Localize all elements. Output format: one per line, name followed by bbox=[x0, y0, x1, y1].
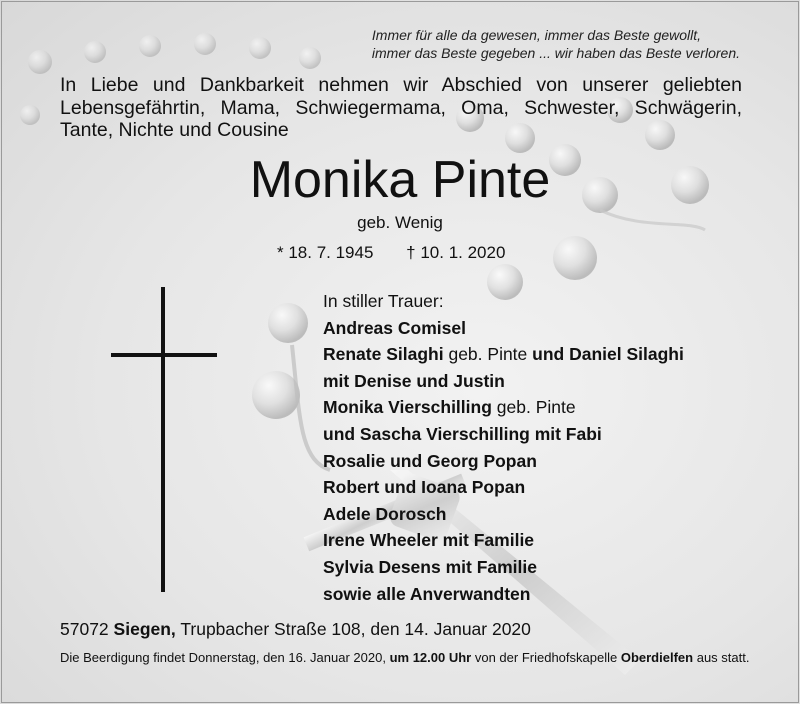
mourner-line: Sylvia Desens mit Familie bbox=[323, 556, 537, 577]
city: Siegen, bbox=[113, 619, 176, 639]
funeral-time: um 12.00 Uhr bbox=[389, 650, 472, 665]
death-date: † 10. 1. 2020 bbox=[406, 243, 506, 262]
funeral-text: Die Beerdigung findet Donnerstag, den 16. Januar 2020, bbox=[60, 650, 386, 665]
mourner-line: sowie alle Anverwandten bbox=[323, 583, 531, 604]
mourners-heading: In stiller Trauer: bbox=[323, 291, 444, 311]
funeral-text: von der Friedhofskapelle bbox=[474, 650, 618, 665]
intro-text: In Liebe und Dankbarkeit nehmen wir Abschied von unserer geliebten Lebensgefährtin, Mama, Schwiegermama, Oma, Schwester, Schwägerin, Tante, Nichte und Cousine bbox=[60, 74, 742, 141]
mourner-line: Irene Wheeler mit Familie bbox=[323, 530, 535, 551]
mourner-line: Robert und Ioana Popan bbox=[323, 477, 526, 498]
place-and-date bbox=[60, 618, 531, 640]
mourner-line: Renate Silaghi bbox=[323, 344, 444, 365]
mourner-line: und Sascha Vierschilling mit Fabi bbox=[323, 423, 602, 444]
birth-name: geb. Wenig bbox=[357, 213, 443, 232]
mourner-line: mit Denise und Justin bbox=[323, 370, 505, 391]
funeral-location: Oberdielfen bbox=[620, 650, 694, 665]
mourner-line: Rosalie und Georg Popan bbox=[323, 450, 537, 471]
funeral-text: aus statt. bbox=[696, 650, 750, 665]
life-dates bbox=[277, 242, 505, 264]
funeral-info bbox=[60, 649, 750, 667]
quote-line-2: immer das Beste gegeben ... wir haben das Beste verloren. bbox=[371, 45, 740, 61]
quote-line-1: Immer für alle da gewesen, immer das Beste gewollt, bbox=[371, 27, 702, 43]
mourner-line: Andreas Comisel bbox=[323, 317, 466, 338]
quote-block bbox=[372, 26, 740, 62]
mourners-list bbox=[323, 288, 753, 607]
postal-code: 57072 bbox=[60, 619, 109, 639]
mourner-birth-name: geb. Pinte bbox=[496, 397, 576, 418]
deceased-name: Monika Pinte bbox=[249, 151, 551, 209]
address-date: Trupbacher Straße 108, den 14. Januar 2020 bbox=[180, 619, 531, 639]
mourner-line: Monika Vierschilling bbox=[323, 397, 492, 418]
birth-date: * 18. 7. 1945 bbox=[277, 243, 374, 262]
mourner-line: Adele Dorosch bbox=[323, 503, 447, 524]
cross-icon bbox=[161, 287, 165, 592]
mourner-line: und Daniel Silaghi bbox=[532, 344, 684, 365]
mourner-birth-name: geb. Pinte bbox=[448, 344, 528, 365]
cross-icon-bar bbox=[111, 353, 217, 357]
